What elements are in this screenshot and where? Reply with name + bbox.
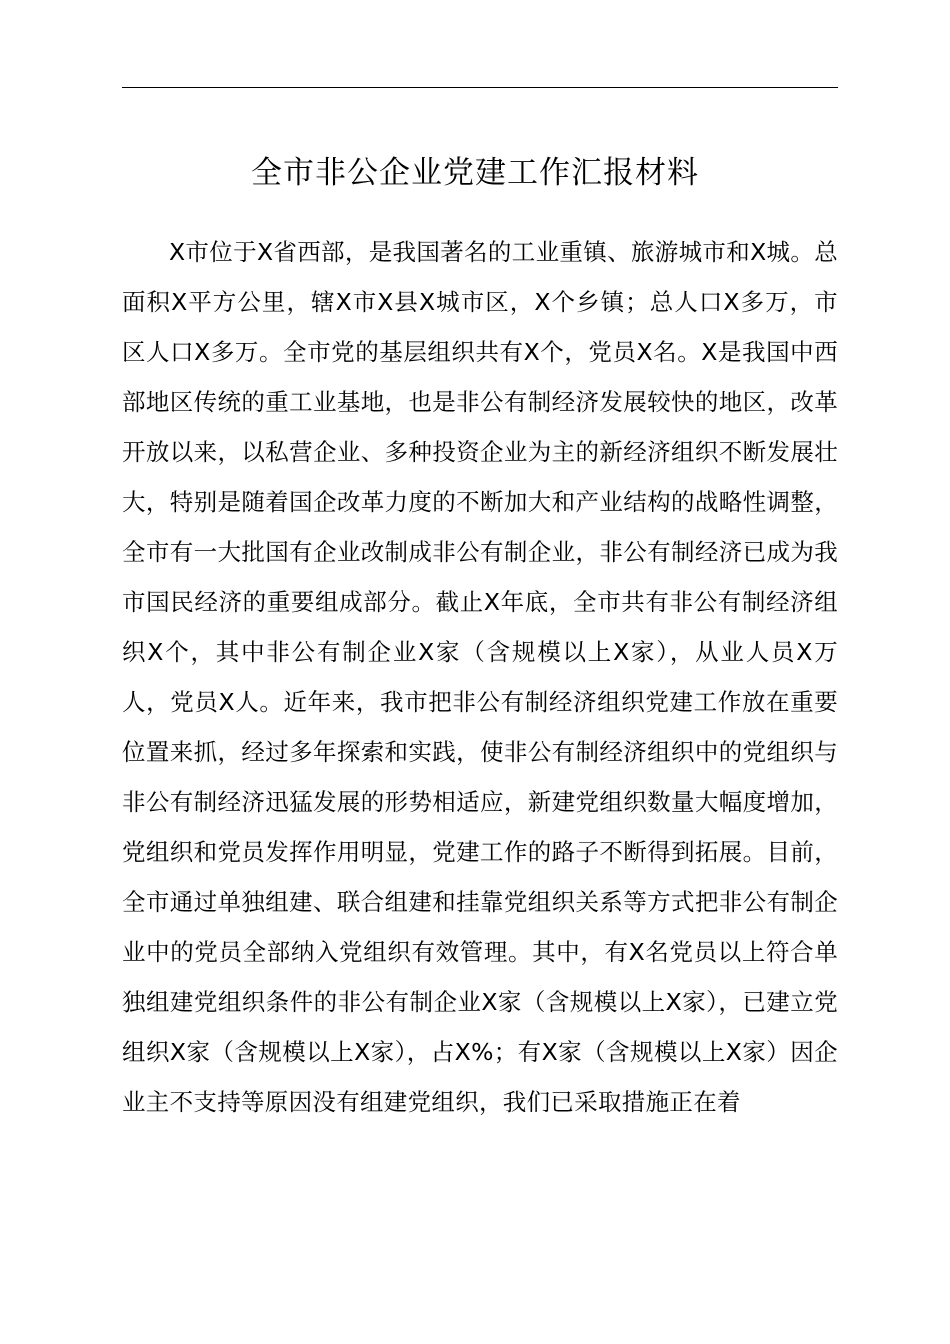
header-divider xyxy=(122,87,838,88)
body-paragraph: X市位于X省西部，是我国著名的工业重镇、旅游城市和X城。总面积X平方公里，辖X市X县X城市区，X个乡镇；总人口X多万，市区人口X多万。全市党的基层组织共有X个，党员X名。X是我国中西部地区传统的重工业基地，也是非公有制经济发展较快的地区，改革开放以来，以私营企业、多种投资企业为主的新经济组织不断发展壮大，特别是随着国企改革力度的不断加大和产业结构的战略性调整，全市有一大批国有企业改制成非公有制企业，非公有制经济已成为我市国民经济的重要组成部分。截止X年底，全市共有非公有制经济组织X个，其中非公有制企业X家（含规模以上X家），从业人员X万人，党员X人。近年来，我市把非公有制经济组织党建工作放在重要位置来抓，经过多年探索和实践，使非公有制经济组织中的党组织与非公有制经济迅猛发展的形势相适应，新建党组织数量大幅度增加，党组织和党员发挥作用明显，党建工作的路子不断得到拓展。目前，全市通过单独组建、联合组建和挂靠党组织关系等方式把非公有制企业中的党员全部纳入党组织有效管理。其中，有X名党员以上符合单独组建党组织条件的非公有制企业X家（含规模以上X家），已建立党组织X家（含规模以上X家），占X%；有X家（含规模以上X家）因企业主不支持等原因没有组建党组织，我们已采取措施正在着 xyxy=(122,238,838,1116)
document-title: 全市非公企业党建工作汇报材料 xyxy=(251,155,699,191)
